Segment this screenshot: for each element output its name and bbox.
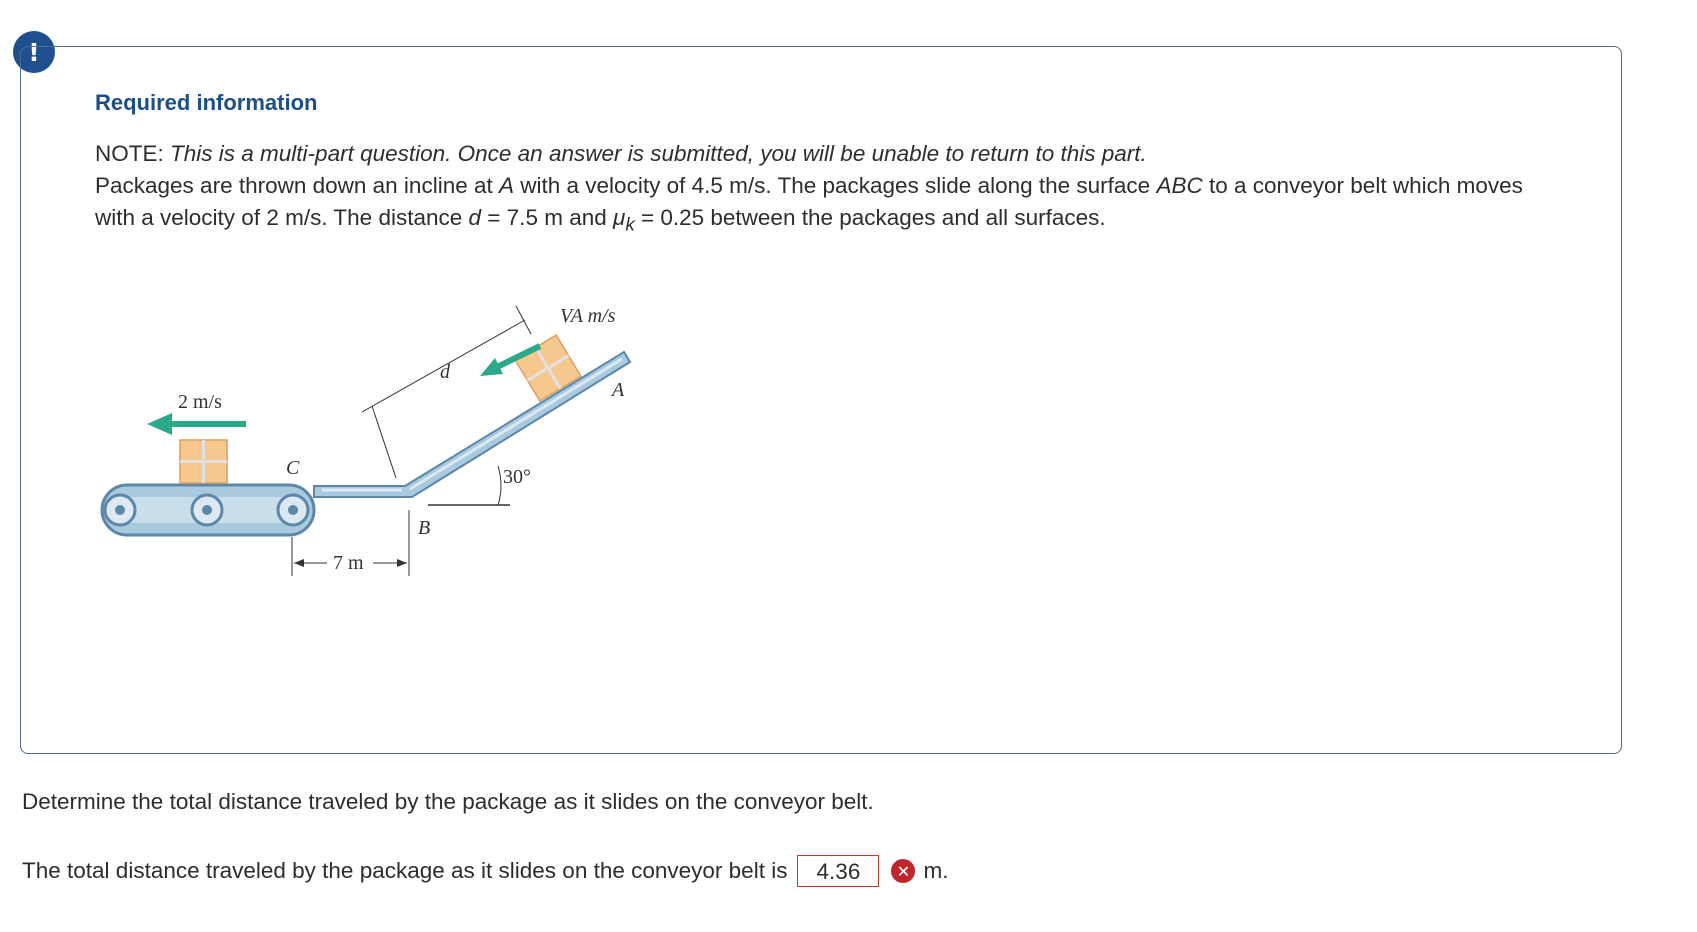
roller-middle bbox=[192, 495, 222, 525]
answer-unit: m. bbox=[923, 858, 949, 883]
distance-symbol: d bbox=[468, 205, 482, 230]
incorrect-icon: ✕ bbox=[891, 859, 915, 883]
note-text: This is a multi-part question. Once an answer is submitted, you will be unable to return to this part. bbox=[170, 141, 1147, 166]
point-a: A bbox=[499, 173, 515, 198]
problem-text bbox=[95, 170, 1565, 241]
point-a-label: A bbox=[612, 379, 625, 401]
required-info-heading: Required information bbox=[95, 90, 318, 115]
note-label: NOTE: bbox=[95, 141, 164, 166]
point-c-label: C bbox=[286, 457, 300, 479]
roller-right bbox=[278, 495, 308, 525]
mu-symbol: μ bbox=[613, 205, 626, 230]
answer-line bbox=[22, 855, 948, 887]
distance-d-label: d bbox=[440, 361, 450, 383]
angle-label: 30° bbox=[503, 466, 531, 488]
problem-text-1: Packages are thrown down an incline at bbox=[95, 173, 499, 198]
va-label: VA m/s bbox=[560, 305, 616, 327]
belt-velocity-arrowhead bbox=[147, 413, 172, 435]
problem-text-3: to a conveyor belt which moves with a velocity of 2 m/s. The distance bbox=[95, 173, 1523, 230]
angle-arc bbox=[498, 466, 501, 505]
problem-text-5: = 0.25 between the packages and all surfaces. bbox=[634, 205, 1106, 230]
alert-icon: ! bbox=[13, 31, 55, 73]
answer-prefix: The total distance traveled by the package as it slides on the conveyor belt is bbox=[22, 858, 788, 883]
problem-text-2: with a velocity of 4.5 m/s. The packages slide along the surface bbox=[514, 173, 1157, 198]
question-text: Determine the total distance traveled by the package as it slides on the conveyor belt. bbox=[22, 789, 874, 814]
conveyor-figure bbox=[100, 300, 740, 650]
package-on-belt bbox=[180, 440, 227, 483]
belt-speed-label: 2 m/s bbox=[178, 391, 222, 413]
answer-input[interactable]: 4.36 bbox=[797, 855, 879, 887]
incline-surface bbox=[314, 352, 630, 497]
problem-statement bbox=[95, 138, 1565, 241]
surface-abc: ABC bbox=[1156, 173, 1203, 198]
note-line bbox=[95, 138, 1565, 170]
point-b-label: B bbox=[418, 517, 431, 539]
seven-m-label: 7 m bbox=[333, 552, 364, 574]
roller-left bbox=[105, 495, 135, 525]
problem-text-4: = 7.5 m and bbox=[481, 205, 613, 230]
k-subscript: k bbox=[625, 213, 635, 235]
